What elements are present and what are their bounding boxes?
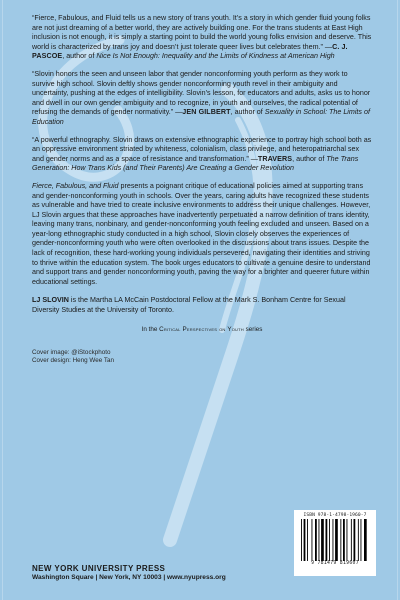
author-name: LJ SLOVIN <box>32 296 69 305</box>
edge-line-left <box>2 0 3 600</box>
publisher-block <box>32 564 226 581</box>
blurb-attribution: C. J. PASCOE <box>32 42 348 61</box>
author-bio <box>32 296 372 315</box>
barcode-digits: 9 781479 819607 <box>311 561 359 566</box>
blurb-text: “Slovin honors the seen and unseen labor that gender nonconforming youth perform as they work to survive high school. Slovin deftly shows gender nonconforming youth revel in their ambiguity and uncertainty, pushing at the edges of intelligibility. Slovin’s lesson, for educators and adults, asks us to honor and dwell in our own gender ambiguity and to recognize, in youth and ourselves, the radical potential of refusing the demands of gender normativity.” <box>32 69 371 117</box>
isbn-barcode <box>294 510 376 576</box>
cover-image-credit: Cover image: @iStockphoto <box>32 348 111 356</box>
cover-credits <box>32 349 372 366</box>
blurb-source-title: Nice Is Not Enough: Inequality and the Limits of Kindness at American High <box>96 52 335 61</box>
blurb-gilbert: “Slovin honors the seen and unseen labor that gender nonconforming youth perform as they work to survive high school. Slovin deftly shows gender nonconforming youth revel in their ambiguity and uncertainty, pushing at the edges of intelligibility. Slovin’s lesson, for educators and adults, asks us to honor and dwell in our own gender ambiguity and to recognize, in youth and ourselves, the radical potential of refusing the demands of gender normativity.” —JEN GILBERT, author of Sexuality in School: The Limits of Education <box>32 69 371 126</box>
blurb-travers: “A powerful ethnography. Slovin draws on extensive ethnographic experience to portray high school both as an oppressive environment striated by whiteness, colonialism, class privilege, and heteropatriarchal sex and gender norms and as a space of resistance and transformation.” —TRAVERS, author of The Trans Generation: How Trans Kids (and Their Parents) Are Creating a Gender Revolution <box>32 135 372 173</box>
blurb-attribution: JEN GILBERT <box>182 108 231 117</box>
edge-line-right <box>397 0 398 600</box>
series-name: Critical Perspectives on Youth <box>159 325 244 333</box>
blurb-text: “Fierce, Fabulous, and Fluid tells us a new story of trans youth. It’s a story in which gender fluid young folks are not just dreaming of a better world, they are actively building one. For the trans students at East High inclusion is not enough, it is simply a starting point to build the world young folks envision and deserve. This world is characterized by trans joy and doesn’t just tolerate queer lives but celebrates them.” <box>32 14 372 51</box>
blurb-pascoe: “Fierce, Fabulous, and Fluid tells us a new story of trans youth. It’s a story in which gender fluid young folks are not just dreaming of a better world, they are actively building one. For the trans students at East High inclusion is not enough, it is simply a starting point to build the world young folks envision and deserve. This world is characterized by trans joy and doesn’t just tolerate queer lives but celebrates them.” —C. J. PASCOE, author of Nice Is Not Enough: Inequality and the Limits of Kindness at American High <box>32 14 372 61</box>
series-line: In the Critical Perspectives on Youth series <box>141 325 263 333</box>
book-description <box>32 182 372 288</box>
author-bio-text: is the Martha LA McCain Postdoctoral Fellow at the Mark S. Bonham Centre for Sexual Diversity Studies at the University of Toronto. <box>32 296 346 315</box>
publisher-name: NEW YORK UNIVERSITY PRESS <box>32 564 166 573</box>
cover-design-credit: Cover design: Heng Wee Tan <box>32 357 115 365</box>
barcode-icon <box>299 519 371 561</box>
isbn-label: ISBN 978-1-4798-1960-7 <box>303 513 367 518</box>
back-cover-text <box>32 14 372 365</box>
description-text: presents a poignant critique of educational policies aimed at supporting trans and gender-nonconforming youth in schools. Over the years, caring adults have recognized these students as vulnerable and have tried to create inclusive environments to address their unique challenges. However, LJ Slovin argues that these approaches have inadvertently perpetuated a narrow definition of trans identity, leaving many trans, nonbinary, and gender-nonconforming youth feeling excluded and unseen. Based on a year-long ethnographic study conducted in a high school, Slovin closely observes the experiences of gender-nonconforming youth who were often overlooked in the discussions about trans issues. Despite the lack of recognition, these hard-working young individuals persevered, navigating their identities and striving to thrive within the education system. The book urges educators to cultivate a genuine desire to understand and support trans and gender nonconforming youth, paving the way for a brighter and queerer future within educational settings. <box>32 181 371 286</box>
blurb-attribution: TRAVERS <box>257 154 293 163</box>
publisher-address: Washington Square | New York, NY 10003 | www.nyupress.org <box>32 574 226 581</box>
blurb-text: “A powerful ethnography. Slovin draws on extensive ethnographic experience to portray high school both as an oppressive environment striated by whiteness, colonialism, class privilege, and heteropatriarchal sex and gender norms and as a space of resistance and transformation.” <box>32 135 372 163</box>
book-title: Fierce, Fabulous, and Fluid <box>32 181 119 190</box>
blurb-source-title: Sexuality in School: The Limits of Education <box>32 108 370 126</box>
blurb-source-title: The Trans Generation: How Trans Kids (and Their Parents) Are Creating a Gender Revolution <box>32 154 359 173</box>
